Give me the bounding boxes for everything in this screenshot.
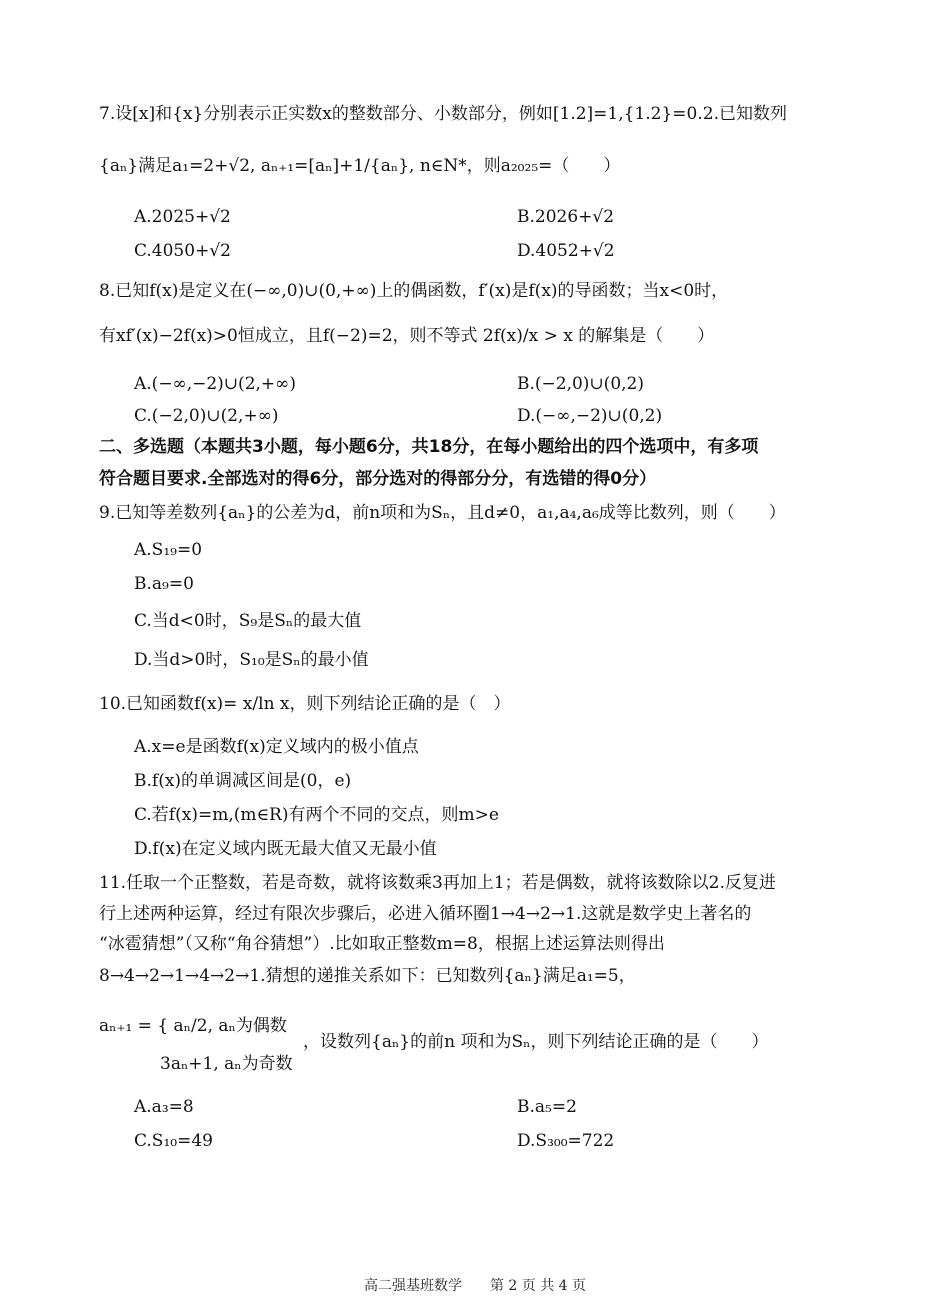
- q7-option-b: B.2026+√2: [517, 207, 615, 227]
- q11-recurrence-even: aₙ₊₁ = { aₙ/2, aₙ为偶数: [99, 1016, 287, 1036]
- section2-heading-line1: 二、多选题（本题共3小题，每小题6分，共18分，在每小题给出的四个选项中，有多项: [99, 437, 759, 457]
- q7-stem-line2: {aₙ}满足a₁=2+√2, aₙ₊₁=[aₙ]+1/{aₙ}, n∈N*，则a₂₀₂₅=（ ）: [99, 156, 621, 176]
- q10-option-b: B.f(x)的单调减区间是(0，e): [134, 771, 352, 791]
- page-footer: 高二强基班数学 第 2 页 共 4 页: [363, 1278, 587, 1294]
- q11-stem-line1: 11.任取一个正整数，若是奇数，就将该数乘3再加上1；若是偶数，就将该数除以2.反复进: [99, 873, 776, 893]
- q8-option-a: A.(−∞,−2)∪(2,+∞): [134, 374, 296, 394]
- q10-option-a: A.x=e是函数f(x)定义域内的极小值点: [134, 737, 419, 757]
- q7-option-c: C.4050+√2: [134, 241, 231, 261]
- q10-stem: 10.已知函数f(x)= x/ln x，则下列结论正确的是（ ）: [99, 694, 511, 714]
- q11-option-b: B.a₅=2: [517, 1097, 577, 1117]
- q8-option-d: D.(−∞,−2)∪(0,2): [517, 406, 663, 426]
- q10-option-c: C.若f(x)=m,(m∈R)有两个不同的交点，则m>e: [134, 805, 499, 825]
- q9-stem: 9.已知等差数列{aₙ}的公差为d，前n项和为Sₙ，且d≠0，a₁,a₄,a₆成等比数列，则（ ）: [99, 503, 786, 523]
- q8-stem-line2: 有xf′(x)−2f(x)>0恒成立，且f(−2)=2，则不等式 2f(x)/x > x 的解集是（ ）: [99, 326, 715, 346]
- q9-option-c: C.当d<0时，S₉是Sₙ的最大值: [134, 611, 362, 631]
- q7-option-d: D.4052+√2: [517, 241, 615, 261]
- q9-option-d: D.当d>0时，S₁₀是Sₙ的最小值: [134, 650, 369, 670]
- q7-option-a: A.2025+√2: [134, 207, 231, 227]
- q11-stem-line3: “冰雹猜想”（又称“角谷猜想”）.比如取正整数m=8，根据上述运算法则得出: [99, 934, 665, 954]
- q8-option-b: B.(−2,0)∪(0,2): [517, 374, 644, 394]
- section2-heading-line2: 符合题目要求.全部选对的得6分，部分选对的得部分分，有选错的得0分）: [99, 469, 657, 489]
- q11-recurrence-odd: 3aₙ+1, aₙ为奇数: [160, 1054, 293, 1074]
- q8-option-c: C.(−2,0)∪(2,+∞): [134, 406, 279, 426]
- q11-option-a: A.a₃=8: [134, 1097, 194, 1117]
- q11-option-c: C.S₁₀=49: [134, 1131, 213, 1151]
- q11-stem-line2: 行上述两种运算，经过有限次步骤后，必进入循环圈1→4→2→1.这就是数学史上著名的: [99, 904, 752, 924]
- q9-option-b: B.a₉=0: [134, 574, 194, 594]
- q9-option-a: A.S₁₉=0: [134, 540, 203, 560]
- q10-option-d: D.f(x)在定义域内既无最大值又无最小值: [134, 839, 437, 859]
- q11-stem-line5: ，设数列{aₙ}的前n 项和为Sₙ，则下列结论正确的是（ ）: [303, 1032, 769, 1052]
- q11-option-d: D.S₃₀₀=722: [517, 1131, 615, 1151]
- q8-stem-line1: 8.已知f(x)是定义在(−∞,0)∪(0,+∞)上的偶函数，f′(x)是f(x)的导函数；当x<0时，: [99, 281, 729, 301]
- q7-stem-line1: 7.设[x]和{x}分别表示正实数x的整数部分、小数部分，例如[1.2]=1,{1.2}=0.2.已知数列: [99, 104, 787, 124]
- q11-stem-line4: 8→4→2→1→4→2→1.猜想的递推关系如下：已知数列{aₙ}满足a₁=5，: [99, 966, 636, 986]
